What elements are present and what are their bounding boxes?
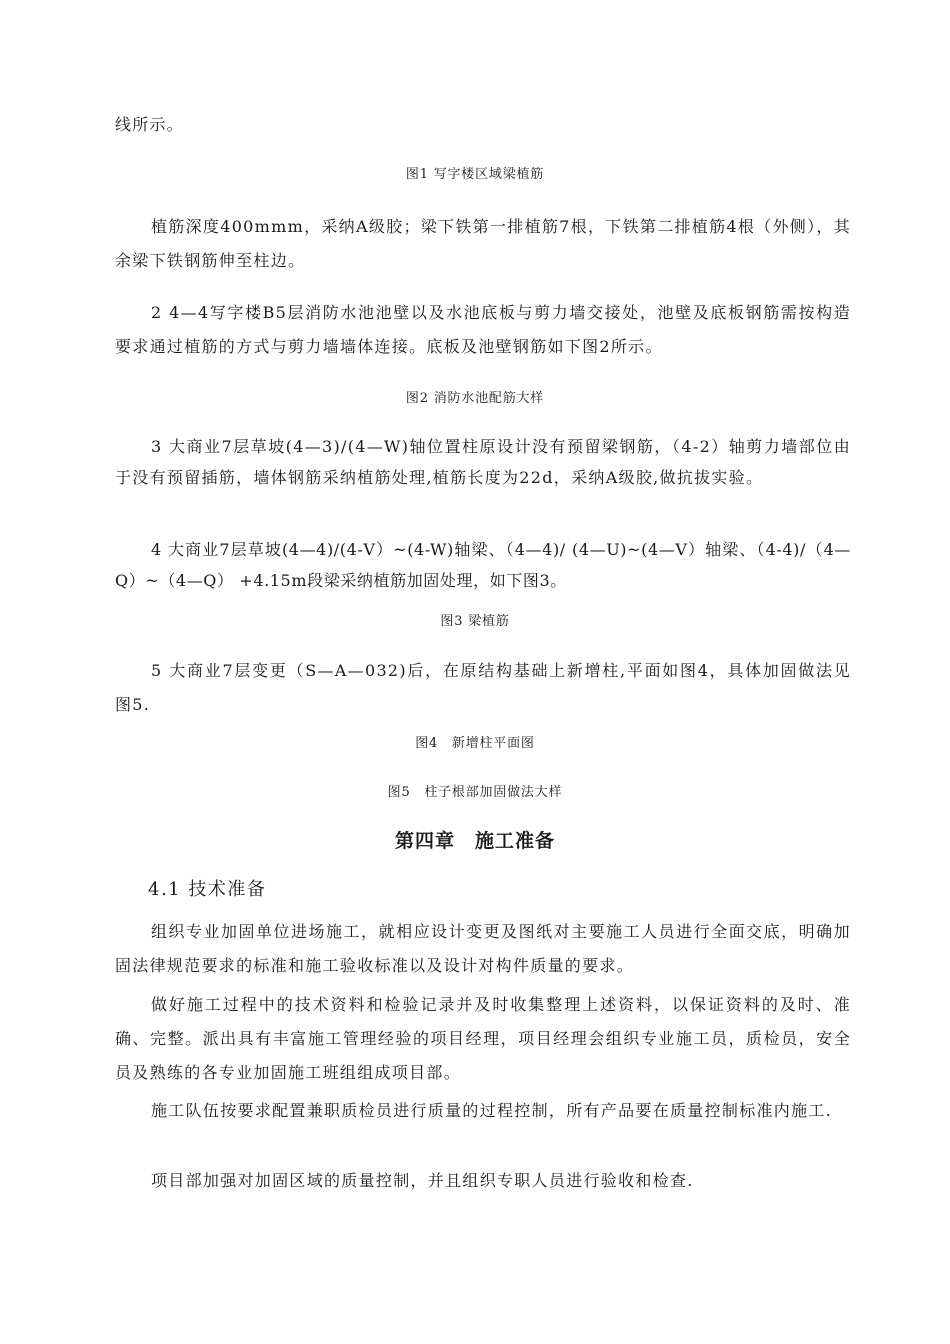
paragraph-technical-records: 做好施工过程中的技术资料和检验记录并及时收集整理上述资料，以保证资料的及时、准确、完整。派出具有丰富施工管理经验的项目经理，项目经理会组织专业施工员，质检员，安全员及熟练的各专业加固施工班组组成项目部。 xyxy=(115,995,851,1082)
chapter-title: 第四章 施工准备 xyxy=(394,830,555,852)
paragraph-item-5: 5 大商业7层变更（S—A—032)后，在原结构基础上新增柱,平面如图4，具体加固做法见图5. xyxy=(115,661,851,714)
continuation-line: 线所示。 xyxy=(115,115,184,134)
paragraph-anchor-depth: 植筋深度400mmm，采纳A级胶；梁下铁第一排植筋7根，下铁第二排植筋4根（外侧），其余梁下铁钢筋伸至柱边。 xyxy=(115,217,851,270)
paragraph-item-2: 2 4—4写字楼B5层消防水池池壁以及水池底板与剪力墙交接处，池壁及底板钢筋需按构造要求通过植筋的方式与剪力墙墙体连接。底板及池壁钢筋如下图2所示。 xyxy=(115,303,851,356)
paragraph-quality-inspector: 施工队伍按要求配置兼职质检员进行质量的过程控制，所有产品要在质量控制标准内施工. xyxy=(151,1101,833,1120)
figure-5-caption: 图5 柱子根部加固做法大样 xyxy=(387,785,563,800)
paragraph-organize-construction: 组织专业加固单位进场施工，就相应设计变更及图纸对主要施工人员进行全面交底，明确加固法律规范要求的标准和施工验收标准以及设计对构件质量的要求。 xyxy=(115,922,851,975)
figure-2-caption: 图2 消防水池配筋大样 xyxy=(405,391,545,406)
paragraph-quality-control: 项目部加强对加固区域的质量控制，并且组织专职人员进行验收和检查. xyxy=(151,1171,694,1190)
section-title: 4.1 技术准备 xyxy=(148,879,267,900)
paragraph-item-3: 3 大商业7层草坡(4—3)/(4—W)轴位置柱原设计没有预留梁钢筋，（4-2）轴剪力墙部位由于没有预留插筋，墙体钢筋采纳植筋处理,植筋长度为22d，采纳A级胶,做抗拔实验。 xyxy=(115,437,851,487)
figure-1-caption: 图1 写字楼区域梁植筋 xyxy=(405,167,545,182)
paragraph-item-4: 4 大商业7层草坡(4—4)/(4-V）~(4-W)轴梁、（4—4)/ (4—U)~(4—V）轴梁、（4-4)/（4—Q）~（4—Q） +4.15m段梁采纳植筋加固处理，如下图3。 xyxy=(115,540,851,590)
figure-4-caption: 图4 新增柱平面图 xyxy=(415,736,535,751)
figure-3-caption: 图3 梁植筋 xyxy=(440,614,510,629)
